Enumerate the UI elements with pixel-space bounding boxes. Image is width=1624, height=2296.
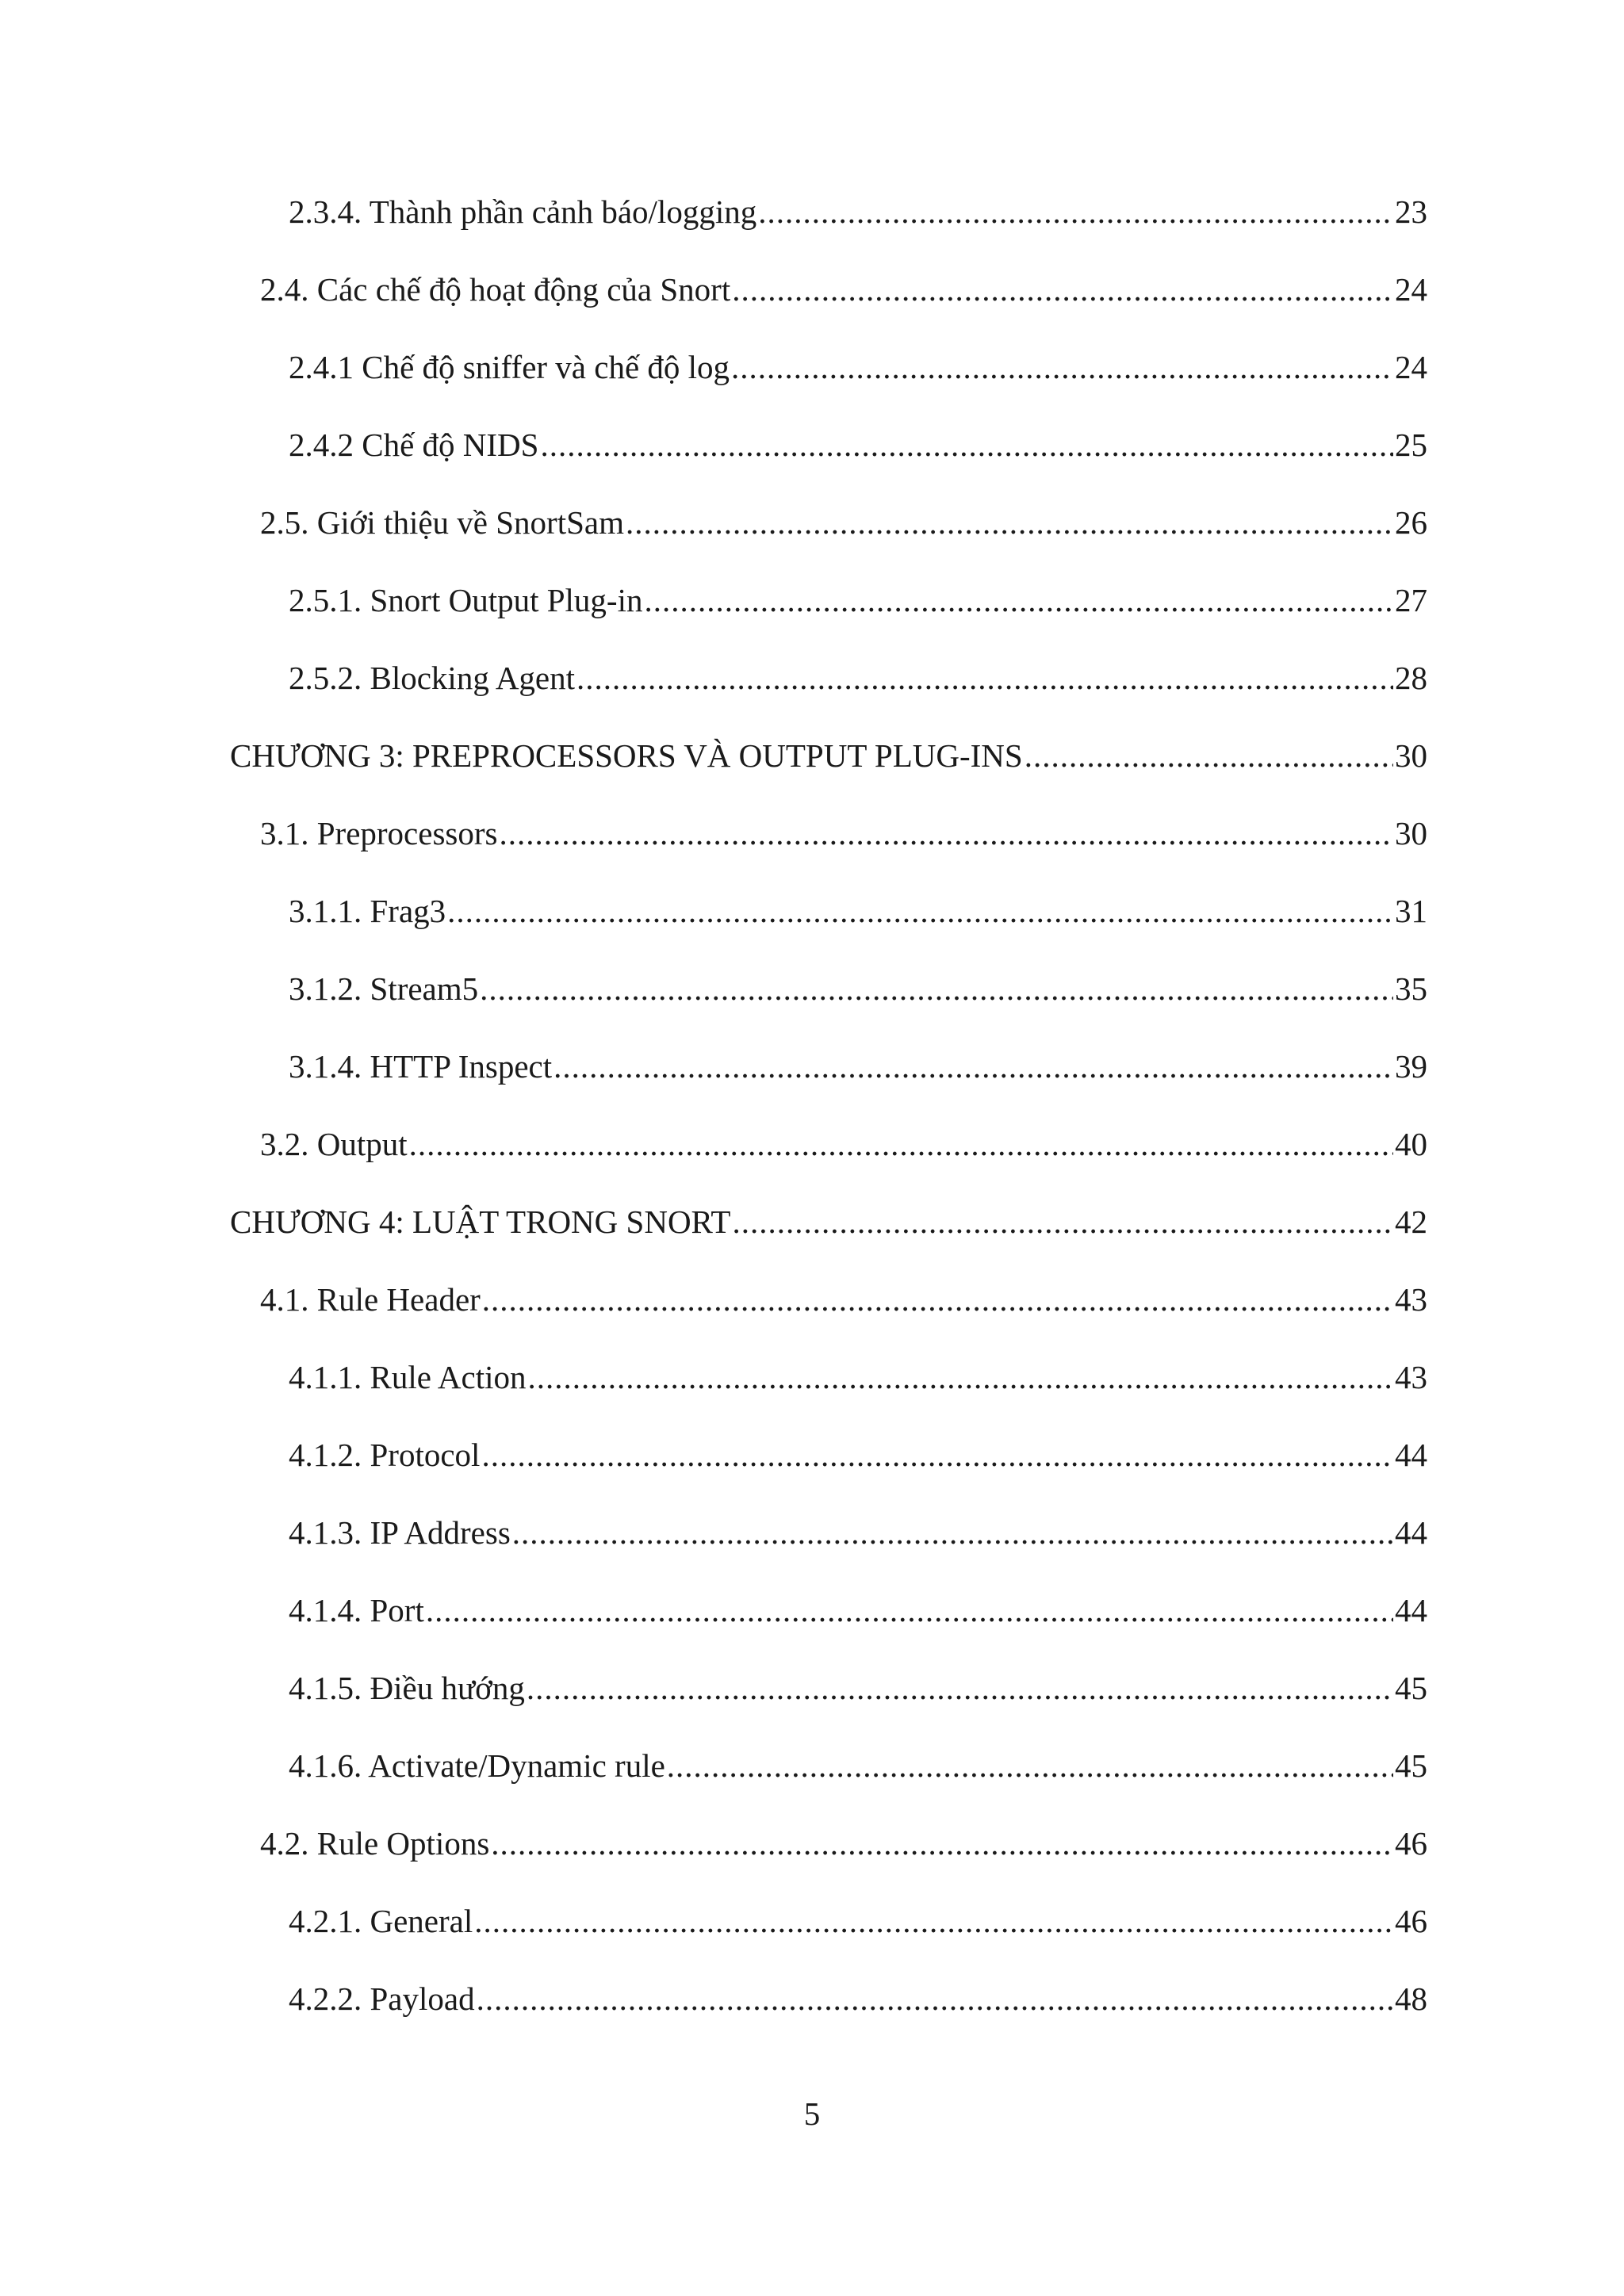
toc-entry-title: 2.5.2. Blocking Agent — [289, 660, 576, 696]
toc-entry-title: 4.1. Rule Header — [260, 1281, 481, 1318]
toc-entry-page: 46 — [1395, 1825, 1427, 1862]
toc-entry — [230, 340, 1427, 418]
toc-entry — [230, 262, 1427, 340]
toc-dot-leader — [758, 185, 1393, 239]
toc-dot-leader — [644, 573, 1393, 627]
toc-entry-page: 23 — [1395, 193, 1427, 230]
toc-entry-page: 48 — [1395, 1980, 1427, 2017]
toc-dot-leader — [409, 1117, 1393, 1171]
toc-chapter-entry — [230, 729, 1427, 806]
toc-entry-title: 4.2. Rule Options — [260, 1825, 490, 1862]
toc-entry-page: 42 — [1395, 1203, 1427, 1240]
toc-entry — [230, 1661, 1427, 1739]
toc-dot-leader — [527, 1661, 1393, 1715]
toc-dot-leader — [540, 418, 1393, 472]
toc-entry-title: 4.1.6. Activate/Dynamic rule — [289, 1747, 665, 1784]
toc-entry-title: CHƯƠNG 3: PREPROCESSORS VÀ OUTPUT PLUG-INS — [230, 737, 1023, 774]
toc-dot-leader — [576, 651, 1393, 705]
toc-dot-leader — [553, 1039, 1393, 1093]
toc-entry — [230, 1816, 1427, 1894]
toc-dot-leader — [499, 806, 1393, 860]
toc-entry — [230, 1272, 1427, 1350]
toc-dot-leader — [1025, 729, 1393, 783]
toc-entry — [230, 962, 1427, 1039]
toc-dot-leader — [474, 1894, 1393, 1948]
toc-entry-title: 4.1.3. IP Address — [289, 1514, 511, 1551]
toc-entry-title: CHƯƠNG 4: LUẬT TRONG SNORT — [230, 1203, 731, 1240]
toc-dot-leader — [426, 1583, 1393, 1637]
toc-dot-leader — [731, 340, 1393, 394]
toc-entry-title: 4.1.2. Protocol — [289, 1437, 481, 1473]
toc-dot-leader — [482, 1272, 1393, 1326]
toc-entry-page: 26 — [1395, 504, 1427, 541]
toc-entry — [230, 1428, 1427, 1506]
toc-entry-page: 30 — [1395, 815, 1427, 851]
toc-dot-leader — [481, 1428, 1393, 1482]
toc-entry-title: 3.1.4. HTTP Inspect — [289, 1048, 553, 1085]
toc-entry — [230, 884, 1427, 962]
toc-chapter-entry — [230, 1195, 1427, 1272]
toc-entry — [230, 651, 1427, 729]
toc-entry-page: 44 — [1395, 1514, 1427, 1551]
toc-entry-page: 35 — [1395, 970, 1427, 1007]
table-of-contents — [230, 185, 1427, 2049]
toc-entry-page: 45 — [1395, 1747, 1427, 1784]
toc-entry-page: 28 — [1395, 660, 1427, 696]
toc-entry — [230, 185, 1427, 262]
toc-entry — [230, 496, 1427, 573]
toc-entry-title: 3.1.1. Frag3 — [289, 893, 446, 929]
toc-entry-page: 44 — [1395, 1592, 1427, 1628]
toc-entry-title: 2.4.1 Chế độ sniffer và chế độ log — [289, 349, 730, 385]
toc-entry-title: 4.2.2. Payload — [289, 1980, 475, 2017]
toc-entry-page: 31 — [1395, 893, 1427, 929]
toc-dot-leader — [447, 884, 1393, 938]
toc-entry-title: 4.1.1. Rule Action — [289, 1359, 527, 1395]
toc-dot-leader — [667, 1739, 1393, 1793]
toc-entry — [230, 1506, 1427, 1583]
toc-entry-page: 27 — [1395, 582, 1427, 618]
toc-entry-page: 39 — [1395, 1048, 1427, 1085]
toc-entry — [230, 418, 1427, 496]
toc-entry — [230, 573, 1427, 651]
toc-entry-page: 45 — [1395, 1670, 1427, 1706]
toc-dot-leader — [480, 962, 1393, 1016]
toc-entry — [230, 1972, 1427, 2049]
toc-entry — [230, 1039, 1427, 1117]
toc-dot-leader — [626, 496, 1393, 549]
toc-entry-title: 2.4. Các chế độ hoạt động của Snort — [260, 271, 731, 308]
toc-dot-leader — [528, 1350, 1393, 1404]
toc-entry-page: 46 — [1395, 1903, 1427, 1939]
toc-entry — [230, 1894, 1427, 1972]
toc-entry — [230, 1117, 1427, 1195]
toc-entry-page: 24 — [1395, 271, 1427, 308]
toc-entry — [230, 1739, 1427, 1816]
toc-entry-title: 4.2.1. General — [289, 1903, 473, 1939]
toc-entry-title: 3.1.2. Stream5 — [289, 970, 479, 1007]
toc-dot-leader — [732, 262, 1393, 316]
toc-entry-title: 4.1.4. Port — [289, 1592, 424, 1628]
toc-entry — [230, 806, 1427, 884]
toc-entry-page: 43 — [1395, 1359, 1427, 1395]
toc-entry-page: 25 — [1395, 427, 1427, 463]
toc-entry-title: 3.2. Output — [260, 1126, 408, 1162]
page-number: 5 — [803, 2095, 821, 2132]
toc-entry-page: 40 — [1395, 1126, 1427, 1162]
toc-entry-title: 2.5.1. Snort Output Plug-in — [289, 582, 643, 618]
toc-entry-page: 24 — [1395, 349, 1427, 385]
toc-entry-title: 2.5. Giới thiệu về SnortSam — [260, 504, 624, 541]
toc-dot-leader — [477, 1972, 1393, 2026]
toc-entry-title: 2.3.4. Thành phần cảnh báo/logging — [289, 193, 757, 230]
toc-entry-title: 3.1. Preprocessors — [260, 815, 498, 851]
toc-entry — [230, 1583, 1427, 1661]
toc-dot-leader — [732, 1195, 1393, 1249]
toc-dot-leader — [512, 1506, 1393, 1559]
toc-entry-title: 4.1.5. Điều hướng — [289, 1670, 525, 1706]
toc-entry-page: 43 — [1395, 1281, 1427, 1318]
toc-entry-title: 2.4.2 Chế độ NIDS — [289, 427, 539, 463]
toc-entry-page: 30 — [1395, 737, 1427, 774]
toc-dot-leader — [491, 1816, 1393, 1870]
toc-entry-page: 44 — [1395, 1437, 1427, 1473]
toc-entry — [230, 1350, 1427, 1428]
